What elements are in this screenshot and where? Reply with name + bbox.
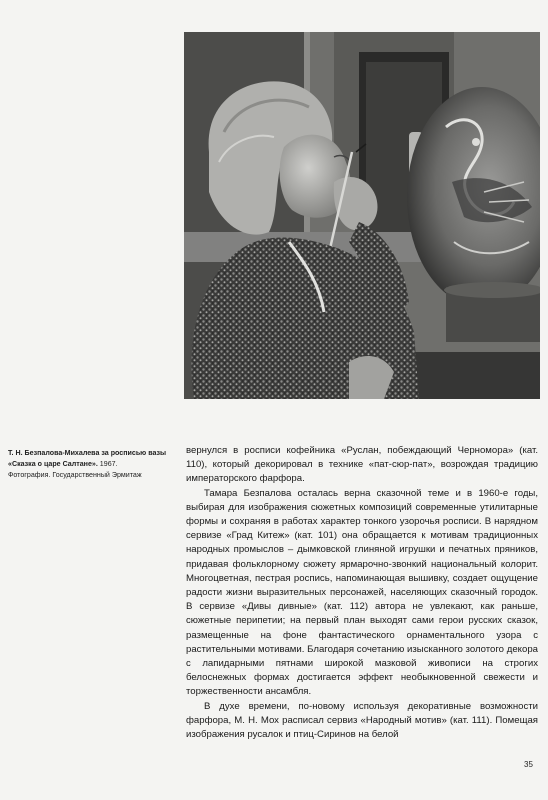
article-body [186, 444, 538, 742]
paragraph: В духе времени, по-новому используя декоративные возможности фарфора, М. Н. Мох расписал сервиз «Народный мотив» (кат. 111). Помещая изображения русалок и птиц-Сиринов на белой [186, 700, 538, 741]
caption-title: Т. Н. Безпалова-Михалева за росписью вазы «Сказка о царе Салтане». [8, 449, 167, 468]
caption-year: 1967. [97, 460, 118, 468]
photo-caption [8, 448, 176, 481]
paragraph: вернулся в росписи кофейника «Руслан, побеждающий Черномора» (кат. 110), который декорировал в технике «пат-сюр-пат», возрождая традицию императорского фарфора. [186, 445, 538, 485]
photograph-artist-painting-vase [184, 32, 540, 399]
page-number: 35 [524, 760, 533, 769]
paragraph: Тамара Безпалова осталась верна сказочной теме и в 1960-е годы, выбирая для изображения сюжетных композиций современные утилитарные формы и сохраняя в работах характер тонкого узорочья росписи. В нарядном сервизе «Град Китеж» (кат. 101) она обращается к мотивам традиционных народных промыслов – дымковской глиняной игрушки и печатных пряников, придавая фольклорному сюжету ярмарочно-звонкий национальный колорит. Многоцветная, пестрая роспись, напоминающая вышивку, создает ощущение радости жизни выразительных персонажей, населяющих сказочный городок. В сервизе «Дивы дивные» (кат. 112) автора не увлекают, как раньше, сюжетные перипетии; на первый план выходят сами герои русских сказок, размещенные на фоне фантастического орнаментального узора с растительными мотивами. Благодаря сочетанию изысканного золотого декора с лапидарными пятнами широкой мазковой живописи на строгих белоснежных формах достигается эффект необыкновенной свежести и торжественности ансамбля. [186, 487, 538, 698]
caption-credit: Фотография. Государственный Эрмитаж [8, 471, 142, 479]
